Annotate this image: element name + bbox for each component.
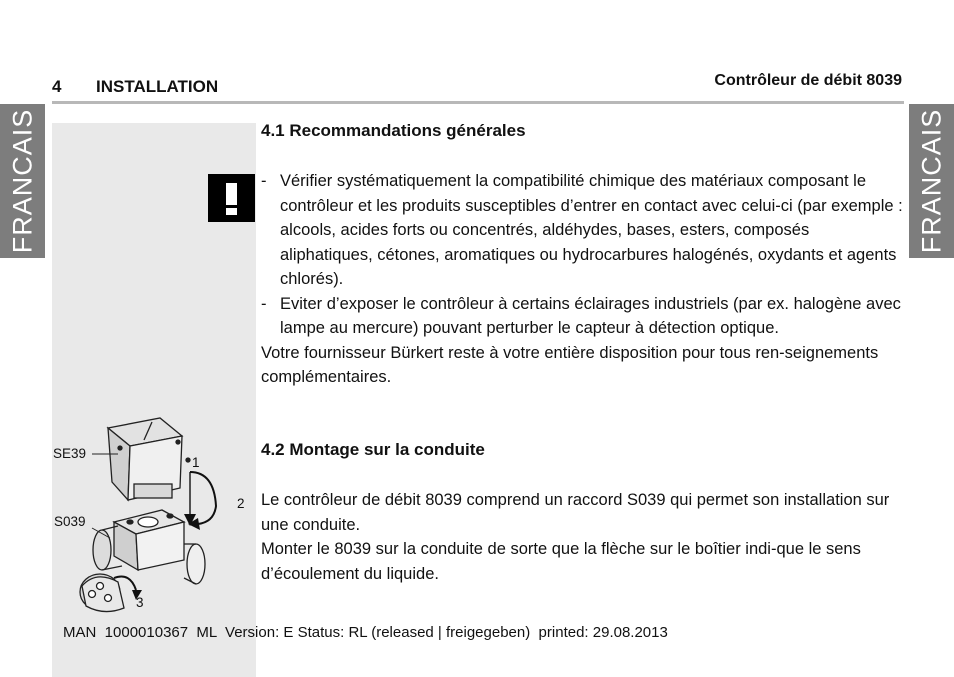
installation-paragraph-1: Le contrôleur de débit 8039 comprend un raccord S039 qui permet son installation sur une conduite. bbox=[261, 491, 890, 534]
bullet-text: Vérifier systématiquement la compatibilité chimique des matériaux composant le contrôleur et les produits susceptibles d’entrer en contact avec celui-ci (par exemple : alcools, acides forts ou concentrés, aldéhydes, bases, esters, composés aliphatiques, cétones, aromatiques ou hydrocarbures halogénés, oxydants et agents chlorés). bbox=[280, 172, 903, 288]
section-4-1-body bbox=[261, 169, 906, 390]
bullet-item bbox=[261, 292, 906, 341]
heading-4-1: 4.1 Recommandations générales bbox=[261, 121, 526, 140]
installation-figure bbox=[52, 410, 256, 620]
bullet-dash: - bbox=[261, 172, 267, 190]
document-footer: MAN 1000010367 ML Version: E Status: RL (released | freigegeben) printed: 29.08.2013 bbox=[63, 624, 668, 641]
section-title: INSTALLATION bbox=[96, 77, 219, 96]
step-1-label: 1 bbox=[192, 455, 200, 470]
section-4-2-body bbox=[261, 488, 906, 586]
installation-paragraph-2: Monter le 8039 sur la conduite de sorte que la flèche sur le boîtier indi-que le sens d’écoulement du liquide. bbox=[261, 540, 861, 583]
label-se39: SE39 bbox=[53, 446, 87, 461]
heading-4-2: 4.2 Montage sur la conduite bbox=[261, 440, 485, 459]
bullet-dash: - bbox=[261, 294, 267, 313]
section-4-1 bbox=[261, 119, 906, 144]
language-tab-right-label: FRANCAIS bbox=[916, 108, 946, 254]
supplier-paragraph: Votre fournisseur Bürkert reste à votre entière disposition pour tous ren-seignements complémentaires. bbox=[261, 343, 879, 386]
page-number: 4 bbox=[52, 77, 62, 96]
bullet-item bbox=[261, 169, 906, 292]
section-4-2 bbox=[261, 438, 906, 463]
bullet-text: Eviter d’exposer le contrôleur à certains éclairages industriels (par ex. halogène avec lampe au mercure) pouvant perturber le capteur à détection optique. bbox=[280, 294, 901, 337]
step-2-label: 2 bbox=[237, 496, 245, 511]
language-tab-left-label: FRANCAIS bbox=[7, 108, 37, 254]
document-title: Contrôleur de débit 8039 bbox=[714, 72, 902, 89]
step-3-label: 3 bbox=[136, 595, 144, 610]
language-tab-right bbox=[909, 104, 954, 258]
label-s039: S039 bbox=[54, 514, 86, 529]
header-rule bbox=[52, 101, 904, 104]
language-tab-left bbox=[0, 104, 45, 258]
warning-icon bbox=[208, 174, 255, 222]
